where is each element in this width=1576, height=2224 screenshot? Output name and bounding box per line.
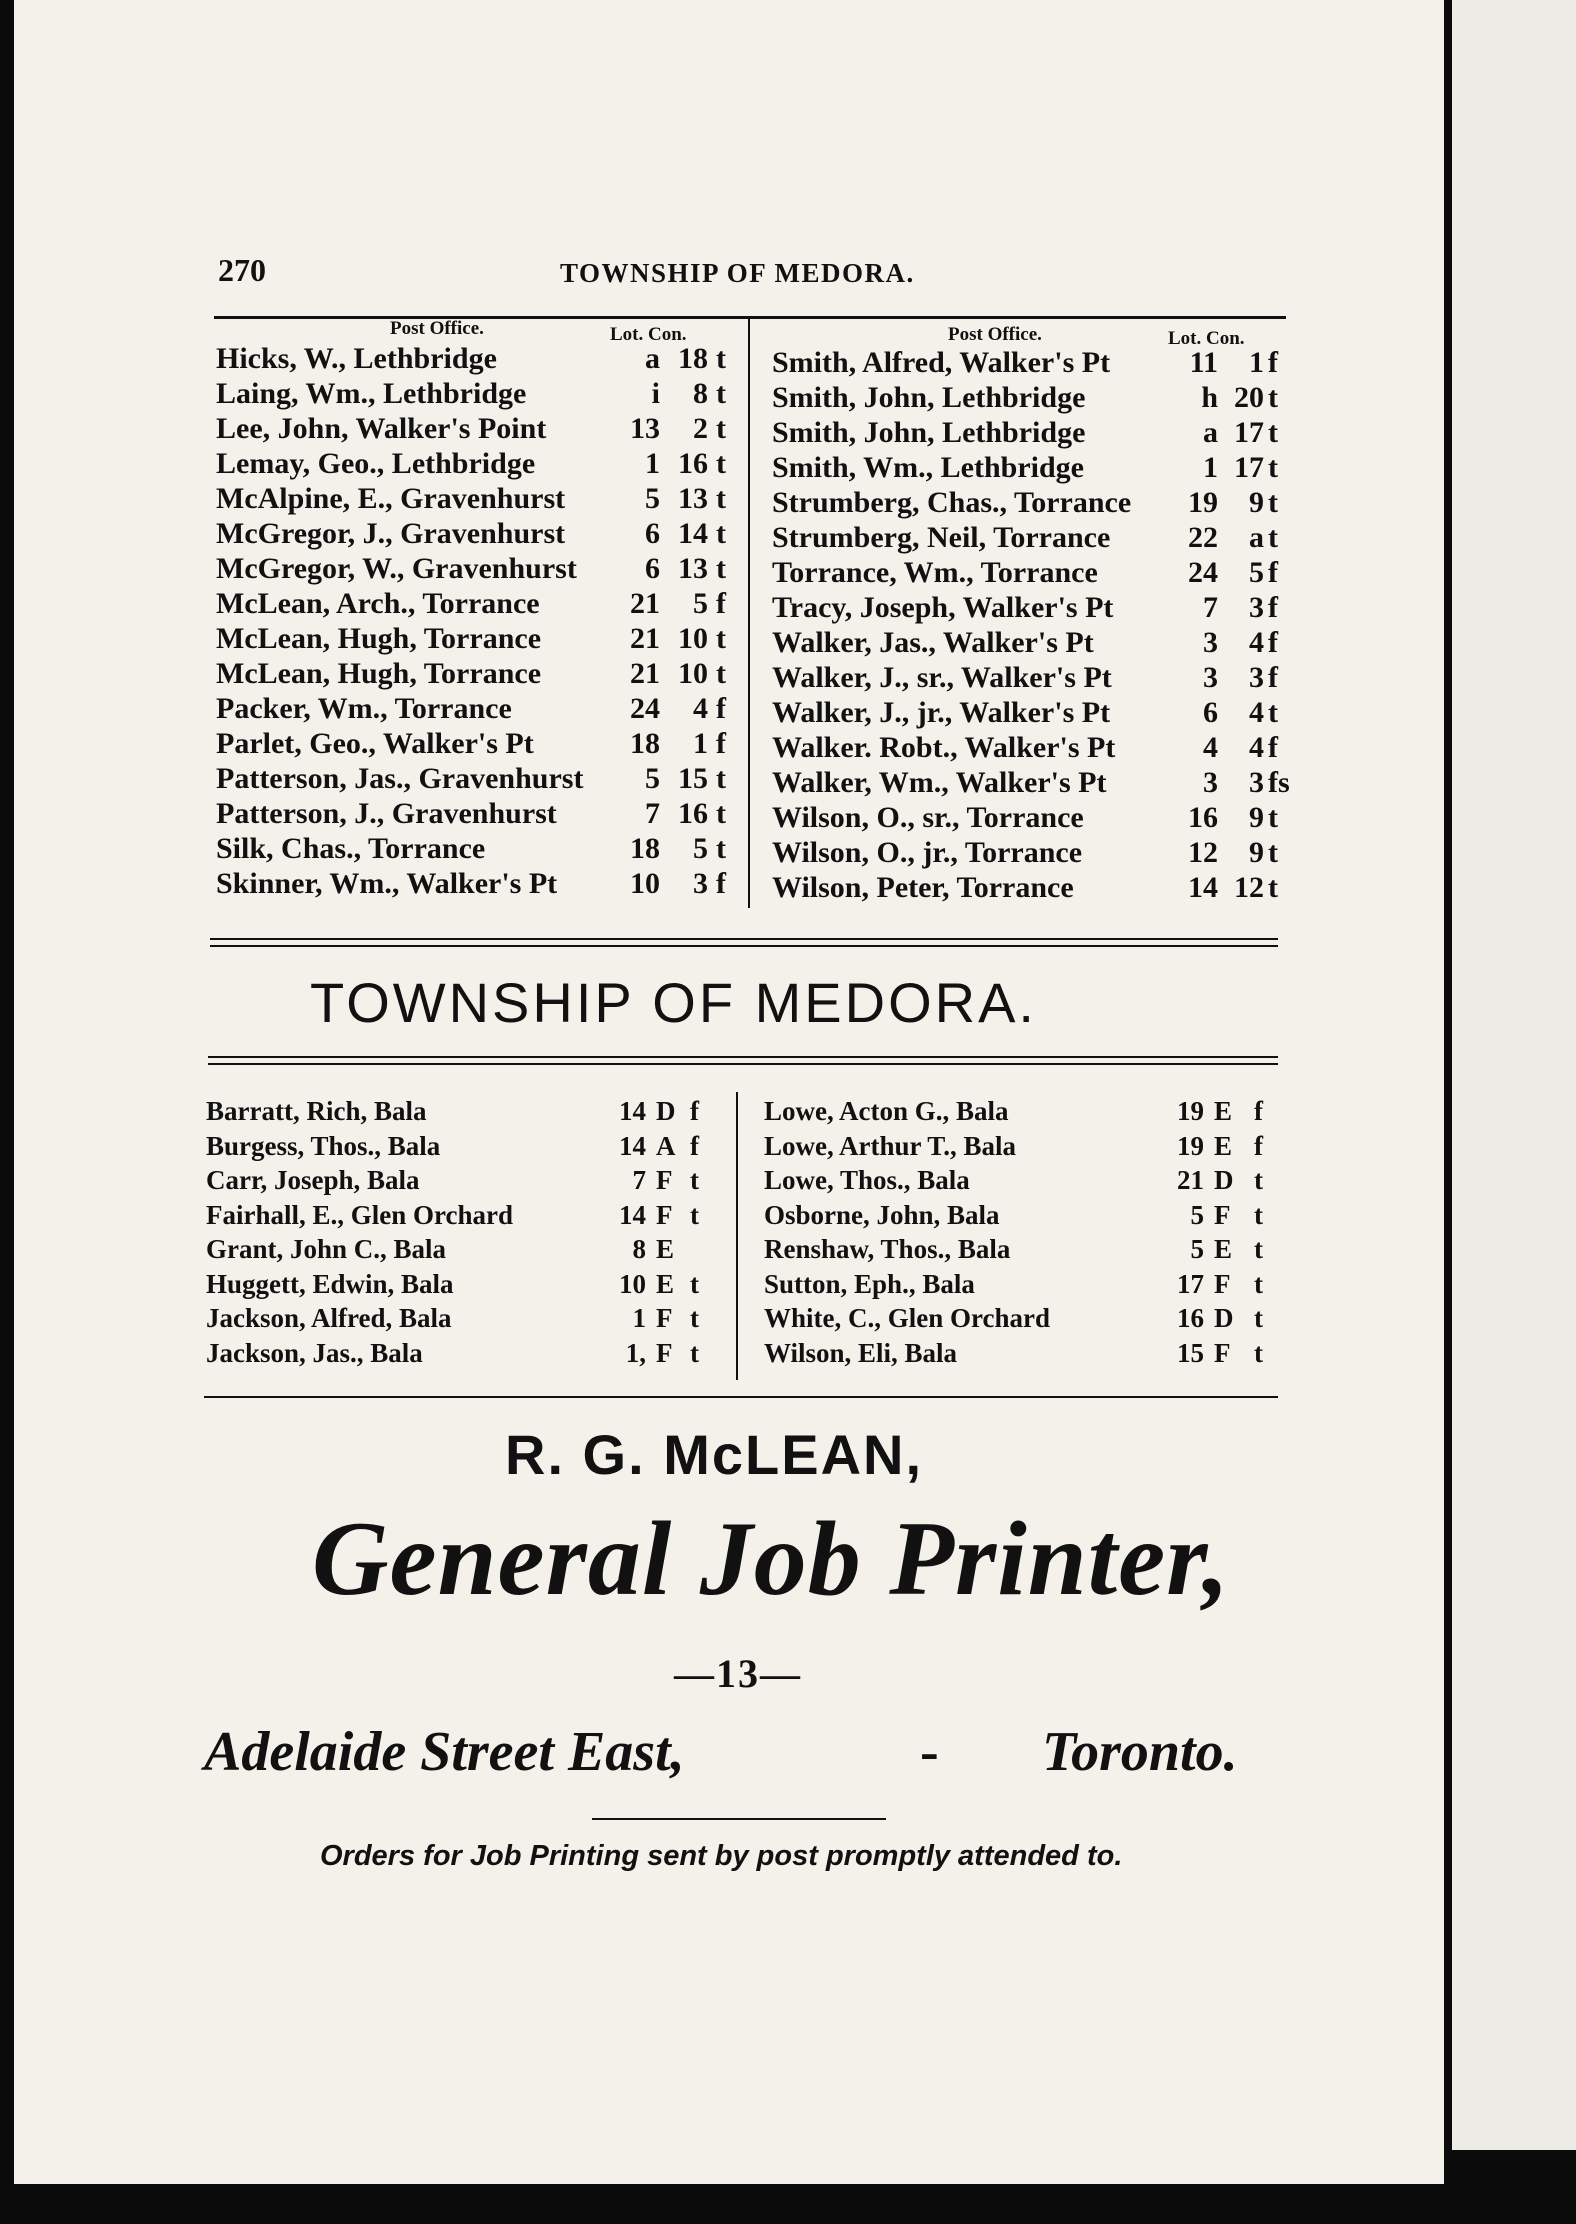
section-title: TOWNSHIP OF MEDORA.	[310, 971, 1037, 1034]
table-row	[764, 1234, 1278, 1269]
entry-name: Wilson, Eli, Bala	[764, 1337, 958, 1368]
entry-lot: i	[651, 377, 660, 410]
table-row	[764, 1338, 1278, 1373]
entry-name: Skinner, Wm., Walker's Pt	[216, 867, 558, 900]
table-row	[216, 657, 736, 692]
entry-name: Lowe, Thos., Bala	[764, 1165, 970, 1195]
upper-left-table	[216, 342, 736, 902]
entry-tenure: t	[1254, 1303, 1263, 1333]
entry-lot: 4	[1203, 731, 1218, 764]
entry-name: Tracy, Joseph, Walker's Pt	[772, 591, 1114, 624]
entry-con: 3	[693, 867, 708, 900]
entry-con: 8	[693, 377, 708, 410]
entry-tenure: t	[1254, 1234, 1263, 1264]
entry-name: Wilson, O., sr., Torrance	[772, 801, 1084, 834]
entry-lot: 15	[1177, 1337, 1204, 1368]
entry-lot: 3	[1203, 766, 1218, 799]
entry-tenure: t	[716, 552, 726, 585]
table-row	[216, 447, 736, 482]
entry-lot: 19	[1188, 486, 1218, 519]
entry-tenure: f	[690, 1130, 699, 1161]
entry-name: Hicks, W., Lethbridge	[216, 342, 497, 375]
entry-name: Wilson, O., jr., Torrance	[772, 836, 1083, 869]
table-row	[772, 381, 1286, 416]
entry-lot: 6	[645, 552, 660, 585]
table-row	[206, 1200, 726, 1235]
entry-tenure: f	[716, 692, 726, 725]
entry-tenure: f	[1268, 556, 1278, 589]
entry-tenure: t	[1268, 521, 1278, 554]
table-row	[206, 1303, 726, 1338]
entry-lot: 16	[1188, 801, 1218, 834]
entry-con: F	[1214, 1337, 1231, 1368]
entry-con: A	[656, 1130, 676, 1161]
table-row	[772, 556, 1286, 591]
entry-con: 2	[693, 412, 708, 445]
section-rule-top-2	[210, 945, 1278, 947]
adjacent-page-edge	[1452, 0, 1576, 2150]
entry-lot: 3	[1203, 661, 1218, 694]
entry-con: F	[1214, 1268, 1231, 1299]
entry-con: E	[1214, 1234, 1233, 1264]
entry-name: Huggett, Edwin, Bala	[206, 1268, 454, 1299]
table-row	[772, 451, 1286, 486]
entry-con: E	[1214, 1130, 1233, 1161]
ad-trade-line: General Job Printer,	[312, 1500, 1231, 1617]
entry-name: Smith, John, Lethbridge	[772, 381, 1086, 414]
entry-tenure: t	[716, 412, 726, 445]
table-row	[772, 591, 1286, 626]
column-divider	[748, 318, 750, 908]
entry-tenure: t	[1268, 416, 1278, 449]
entry-name: McLean, Hugh, Torrance	[216, 657, 542, 690]
entry-con: 5	[1249, 556, 1264, 589]
table-row	[216, 552, 736, 587]
lower-column-divider	[736, 1092, 738, 1380]
entry-tenure: t	[1268, 871, 1278, 904]
entry-con: 1	[693, 727, 708, 760]
entry-tenure: f	[716, 587, 726, 620]
entry-lot: 14	[619, 1199, 646, 1230]
entry-lot: a	[645, 342, 660, 375]
entry-lot: 21	[1177, 1165, 1204, 1195]
entry-tenure: f	[1268, 626, 1278, 659]
entry-con: 12	[1234, 871, 1264, 904]
lower-bottom-rule	[204, 1396, 1278, 1398]
table-row	[206, 1269, 726, 1304]
table-row	[216, 342, 736, 377]
table-row	[764, 1269, 1278, 1304]
entry-name: Lee, John, Walker's Point	[216, 412, 547, 445]
table-row	[764, 1200, 1278, 1235]
entry-con: 18	[678, 342, 708, 375]
entry-lot: 1,	[625, 1337, 646, 1368]
entry-tenure: t	[1254, 1337, 1263, 1368]
table-row	[772, 486, 1286, 521]
entry-con: a	[1249, 521, 1264, 554]
entry-lot: 10	[630, 867, 660, 900]
entry-name: Barratt, Rich, Bala	[206, 1096, 427, 1126]
entry-name: Walker, Wm., Walker's Pt	[772, 766, 1107, 799]
entry-lot: 21	[630, 657, 660, 690]
page-number: 270	[218, 252, 266, 288]
entry-tenure: t	[716, 762, 726, 795]
header-rule	[214, 316, 1286, 319]
entry-con: 4	[1249, 731, 1264, 764]
entry-con: E	[656, 1268, 675, 1299]
entry-name: Sutton, Eph., Bala	[764, 1268, 975, 1299]
entry-name: McGregor, J., Gravenhurst	[216, 517, 566, 550]
ad-rule	[592, 1818, 886, 1820]
table-row	[764, 1096, 1278, 1131]
entry-tenure: t	[1254, 1165, 1263, 1195]
entry-con: 4	[1249, 696, 1264, 729]
entry-con: 4	[1249, 626, 1264, 659]
entry-tenure: t	[1268, 836, 1278, 869]
entry-tenure: t	[690, 1337, 699, 1368]
running-head: TOWNSHIP OF MEDORA.	[560, 258, 915, 288]
entry-con: 5	[693, 587, 708, 620]
entry-tenure: fs	[1268, 766, 1290, 799]
entry-name: Strumberg, Neil, Torrance	[772, 521, 1111, 554]
entry-lot: 12	[1188, 836, 1218, 869]
entry-con: 20	[1234, 381, 1264, 414]
entry-con: 3	[1249, 766, 1264, 799]
entry-tenure: t	[690, 1199, 699, 1230]
entry-lot: 17	[1177, 1268, 1204, 1299]
entry-tenure: t	[1268, 486, 1278, 519]
entry-name: Smith, Alfred, Walker's Pt	[772, 346, 1111, 379]
entry-tenure: t	[716, 517, 726, 550]
table-row	[764, 1303, 1278, 1338]
table-row	[772, 801, 1286, 836]
entry-tenure: t	[1268, 696, 1278, 729]
table-row	[216, 587, 736, 622]
entry-lot: 19	[1177, 1130, 1204, 1161]
ad-note: Orders for Job Printing sent by post promptly attended to.	[320, 1840, 1123, 1872]
entry-con: E	[1214, 1096, 1233, 1126]
table-row	[216, 377, 736, 412]
ad-city: Toronto.	[1042, 1721, 1238, 1783]
entry-name: Walker, J., jr., Walker's Pt	[772, 696, 1111, 729]
entry-tenure: t	[1268, 381, 1278, 414]
entry-name: Grant, John C., Bala	[206, 1234, 447, 1264]
entry-name: McLean, Hugh, Torrance	[216, 622, 542, 655]
entry-lot: 1	[1203, 451, 1218, 484]
entry-tenure: t	[1268, 801, 1278, 834]
section-rule-bottom-2	[208, 1063, 1278, 1065]
entry-tenure: f	[1254, 1130, 1263, 1161]
entry-name: Lemay, Geo., Lethbridge	[216, 447, 536, 480]
table-row	[772, 871, 1286, 906]
entry-lot: 3	[1203, 626, 1218, 659]
table-row	[216, 692, 736, 727]
entry-con: 10	[678, 622, 708, 655]
entry-name: Torrance, Wm., Torrance	[772, 556, 1098, 589]
table-row	[206, 1234, 726, 1269]
entry-lot: 6	[1203, 696, 1218, 729]
ad-dash: -	[920, 1721, 939, 1783]
entry-name: McGregor, W., Gravenhurst	[216, 552, 577, 585]
entry-con: 10	[678, 657, 708, 690]
entry-con: 4	[693, 692, 708, 725]
table-row	[206, 1338, 726, 1373]
table-row	[216, 727, 736, 762]
entry-name: Packer, Wm., Torrance	[216, 692, 512, 725]
entry-con: D	[1214, 1303, 1234, 1333]
entry-lot: 14	[619, 1096, 646, 1126]
entry-name: Walker. Robt., Walker's Pt	[772, 731, 1116, 764]
entry-name: Silk, Chas., Torrance	[216, 832, 486, 865]
entry-tenure: t	[1268, 451, 1278, 484]
entry-lot: 5	[1190, 1234, 1204, 1264]
entry-name: Walker, Jas., Walker's Pt	[772, 626, 1094, 659]
entry-tenure: f	[716, 727, 726, 760]
table-row	[772, 696, 1286, 731]
table-row	[216, 517, 736, 552]
entry-tenure: t	[716, 377, 726, 410]
entry-tenure: t	[690, 1303, 699, 1333]
entry-lot: 16	[1177, 1303, 1204, 1333]
entry-tenure: t	[716, 622, 726, 655]
entry-lot: 19	[1177, 1096, 1204, 1126]
ad-street: Adelaide Street East,	[204, 1721, 685, 1783]
section-rule-bottom-1	[208, 1056, 1278, 1058]
entry-tenure: f	[1268, 591, 1278, 624]
entry-lot: 7	[632, 1165, 646, 1195]
entry-lot: 11	[1189, 346, 1218, 379]
col-header-lot-con-left: Lot. Con.	[610, 324, 687, 345]
entry-tenure: t	[690, 1268, 699, 1299]
entry-name: McAlpine, E., Gravenhurst	[216, 482, 566, 515]
entry-lot: 14	[619, 1130, 646, 1161]
entry-name: Burgess, Thos., Bala	[206, 1130, 441, 1161]
entry-tenure: t	[1254, 1268, 1263, 1299]
col-header-post-office-right: Post Office.	[948, 324, 1042, 345]
entry-lot: 1	[645, 447, 660, 480]
entry-lot: 22	[1188, 521, 1218, 554]
entry-con: 9	[1249, 486, 1264, 519]
entry-con: 3	[1249, 661, 1264, 694]
entry-name: Jackson, Jas., Bala	[206, 1337, 423, 1368]
entry-name: Parlet, Geo., Walker's Pt	[216, 727, 534, 760]
table-row	[216, 482, 736, 517]
entry-name: Carr, Joseph, Bala	[206, 1165, 420, 1195]
col-header-post-office-left: Post Office.	[390, 318, 484, 339]
col-header-lot-con-right: Lot. Con.	[1168, 328, 1245, 349]
entry-tenure: t	[690, 1165, 699, 1195]
entry-con: 13	[678, 482, 708, 515]
scan-border	[0, 2192, 1576, 2224]
entry-con: F	[656, 1165, 673, 1195]
entry-name: McLean, Arch., Torrance	[216, 587, 540, 620]
table-row	[772, 416, 1286, 451]
table-row	[772, 346, 1286, 381]
entry-tenure: f	[1254, 1096, 1263, 1126]
table-row	[216, 622, 736, 657]
entry-tenure: f	[716, 867, 726, 900]
ad-street-number: —13—	[674, 1651, 802, 1696]
entry-con: D	[656, 1096, 676, 1126]
entry-lot: 5	[645, 482, 660, 515]
entry-con: D	[1214, 1165, 1234, 1195]
entry-con: F	[656, 1337, 673, 1368]
entry-lot: 7	[1203, 591, 1218, 624]
table-row	[216, 412, 736, 447]
table-row	[772, 836, 1286, 871]
entry-tenure: t	[716, 482, 726, 515]
entry-lot: 21	[630, 622, 660, 655]
entry-tenure: t	[716, 657, 726, 690]
entry-name: Renshaw, Thos., Bala	[764, 1234, 1011, 1264]
table-row	[216, 867, 736, 902]
entry-name: White, C., Glen Orchard	[764, 1303, 1050, 1333]
entry-con: 9	[1249, 836, 1264, 869]
entry-name: Lowe, Arthur T., Bala	[764, 1130, 1017, 1161]
entry-tenure: t	[1254, 1199, 1263, 1230]
entry-tenure: f	[1268, 661, 1278, 694]
table-row	[216, 832, 736, 867]
entry-lot: 1	[632, 1303, 646, 1333]
entry-name: Smith, John, Lethbridge	[772, 416, 1086, 449]
entry-con: 3	[1249, 591, 1264, 624]
table-row	[772, 661, 1286, 696]
entry-name: Patterson, Jas., Gravenhurst	[216, 762, 584, 795]
entry-lot: 13	[630, 412, 660, 445]
ad-printer-name: R. G. McLEAN,	[505, 1423, 924, 1486]
entry-lot: 8	[632, 1234, 646, 1264]
entry-name: Smith, Wm., Lethbridge	[772, 451, 1084, 484]
entry-con: 14	[678, 517, 708, 550]
table-row	[764, 1165, 1278, 1200]
entry-lot: 24	[630, 692, 660, 725]
entry-lot: 5	[645, 762, 660, 795]
table-row	[772, 626, 1286, 661]
entry-con: F	[1214, 1199, 1231, 1230]
entry-con: 13	[678, 552, 708, 585]
entry-con: E	[656, 1234, 675, 1264]
table-row	[772, 521, 1286, 556]
lower-left-table	[206, 1096, 726, 1372]
table-row	[216, 797, 736, 832]
entry-con: 15	[678, 762, 708, 795]
lower-right-table	[764, 1096, 1278, 1372]
entry-name: Osborne, John, Bala	[764, 1199, 1000, 1230]
entry-con: 9	[1249, 801, 1264, 834]
entry-name: Strumberg, Chas., Torrance	[772, 486, 1132, 519]
entry-name: Jackson, Alfred, Bala	[206, 1303, 452, 1333]
entry-con: 17	[1234, 416, 1264, 449]
section-rule-top-1	[210, 938, 1278, 940]
entry-lot: 21	[630, 587, 660, 620]
table-row	[206, 1096, 726, 1131]
entry-con: 16	[678, 797, 708, 830]
entry-tenure: f	[690, 1096, 699, 1126]
entry-lot: 18	[630, 832, 660, 865]
table-row	[206, 1131, 726, 1166]
entry-lot: h	[1201, 381, 1218, 414]
entry-lot: 6	[645, 517, 660, 550]
entry-lot: 5	[1190, 1199, 1204, 1230]
table-row	[764, 1131, 1278, 1166]
entry-name: Walker, J., sr., Walker's Pt	[772, 661, 1112, 694]
entry-name: Laing, Wm., Lethbridge	[216, 377, 527, 410]
entry-name: Fairhall, E., Glen Orchard	[206, 1199, 514, 1230]
entry-name: Lowe, Acton G., Bala	[764, 1096, 1009, 1126]
entry-tenure: t	[716, 832, 726, 865]
entry-tenure: t	[716, 797, 726, 830]
entry-con: 5	[693, 832, 708, 865]
table-row	[772, 731, 1286, 766]
table-row	[216, 762, 736, 797]
entry-lot: 10	[619, 1268, 646, 1299]
entry-con: 16	[678, 447, 708, 480]
table-row	[772, 766, 1290, 801]
entry-lot: 18	[630, 727, 660, 760]
entry-con: F	[656, 1199, 673, 1230]
table-row	[206, 1165, 726, 1200]
entry-con: F	[656, 1303, 673, 1333]
entry-name: Patterson, J., Gravenhurst	[216, 797, 557, 830]
upper-right-table	[772, 346, 1290, 906]
entry-tenure: f	[1268, 346, 1278, 379]
entry-lot: 7	[645, 797, 660, 830]
entry-tenure: t	[716, 447, 726, 480]
entry-lot: 24	[1188, 556, 1218, 589]
entry-lot: 14	[1188, 871, 1218, 904]
entry-lot: a	[1203, 416, 1218, 449]
entry-con: 1	[1249, 346, 1264, 379]
entry-tenure: t	[716, 342, 726, 375]
entry-name: Wilson, Peter, Torrance	[772, 871, 1074, 904]
entry-con: 17	[1234, 451, 1264, 484]
entry-tenure: f	[1268, 731, 1278, 764]
